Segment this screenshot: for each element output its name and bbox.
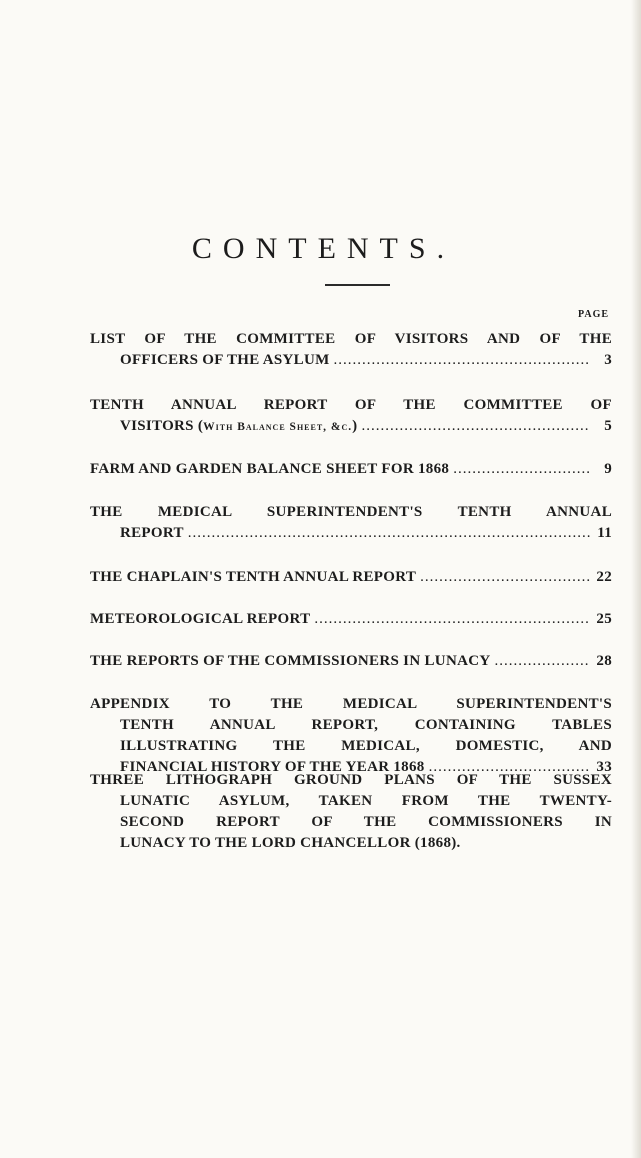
contents-entry — [90, 770, 612, 854]
contents-entry — [90, 651, 612, 672]
entry-last-line — [90, 350, 612, 371]
entry-page-number: 33 — [596, 759, 612, 775]
entry-line: THREE LITHOGRAPH GROUND PLANS OF THE SUSSEX — [90, 772, 612, 788]
entry-text: REPORT — [120, 525, 184, 541]
entry-line: LIST OF THE COMMITTEE OF VISITORS AND OF THE — [90, 331, 612, 347]
entry-page-number: 22 — [596, 569, 612, 585]
entry-page-number: 9 — [604, 461, 612, 477]
entry-line: TENTH ANNUAL REPORT, CONTAINING TABLES — [120, 717, 612, 733]
contents-entry — [90, 395, 612, 437]
entry-text: OFFICERS OF THE ASYLUM — [120, 352, 330, 368]
contents-entry — [90, 329, 612, 371]
page-edge — [631, 0, 641, 1158]
entry-page-number: 11 — [597, 525, 612, 541]
page-column-heading: PAGE — [578, 309, 610, 320]
entry-line: THE MEDICAL SUPERINTENDENT'S TENTH ANNUAL — [90, 504, 612, 520]
entry-page-number: 28 — [596, 653, 612, 669]
dot-leader — [188, 523, 590, 544]
entry-last-line — [90, 416, 612, 437]
entry-line: ILLUSTRATING THE MEDICAL, DOMESTIC, AND — [120, 738, 612, 754]
entry-page-number: 25 — [596, 611, 612, 627]
contents-entry — [90, 694, 612, 778]
contents-entry — [90, 567, 612, 588]
entry-last-line — [90, 567, 612, 588]
entry-line: LUNATIC ASYLUM, TAKEN FROM THE TWENTY- — [120, 793, 612, 809]
entry-text-smallcaps: With Balance Sheet, &c. — [203, 421, 353, 433]
entry-text: THE REPORTS OF THE COMMISSIONERS IN LUNACY — [90, 653, 491, 669]
entry-last-line — [90, 523, 612, 544]
dot-leader — [420, 567, 590, 588]
entry-line: APPENDIX TO THE MEDICAL SUPERINTENDENT'S — [90, 696, 612, 712]
entry-text: THE CHAPLAIN'S TENTH ANNUAL REPORT — [90, 569, 417, 585]
entry-line: SECOND REPORT OF THE COMMISSIONERS IN — [120, 814, 612, 830]
entry-line: TENTH ANNUAL REPORT OF THE COMMITTEE OF — [90, 397, 612, 413]
page-title: CONTENTS. — [191, 232, 456, 266]
contents-entry — [90, 502, 612, 544]
entry-text: FARM AND GARDEN BALANCE SHEET FOR 1868 — [90, 461, 450, 477]
entry-text: METEOROLOGICAL REPORT — [90, 611, 311, 627]
dot-leader — [361, 416, 590, 437]
entry-text: FINANCIAL HISTORY OF THE YEAR 1868 — [120, 759, 425, 775]
contents-entry — [90, 459, 612, 480]
contents-entry — [90, 609, 612, 630]
entry-last-line — [90, 651, 612, 672]
dot-leader — [334, 350, 590, 371]
entry-line: LUNACY TO THE LORD CHANCELLOR (1868). — [120, 835, 461, 851]
entry-last-line — [90, 459, 612, 480]
entry-page-number: 3 — [604, 352, 612, 368]
dot-leader — [453, 459, 590, 480]
dot-leader — [494, 651, 590, 672]
entry-text — [120, 416, 357, 438]
entry-page-number: 5 — [604, 418, 612, 434]
entry-last-line — [90, 609, 612, 630]
title-rule — [325, 284, 390, 286]
entry-text-end: ) — [352, 418, 358, 434]
entry-text-start: VISITORS ( — [120, 418, 204, 434]
dot-leader — [314, 609, 590, 630]
